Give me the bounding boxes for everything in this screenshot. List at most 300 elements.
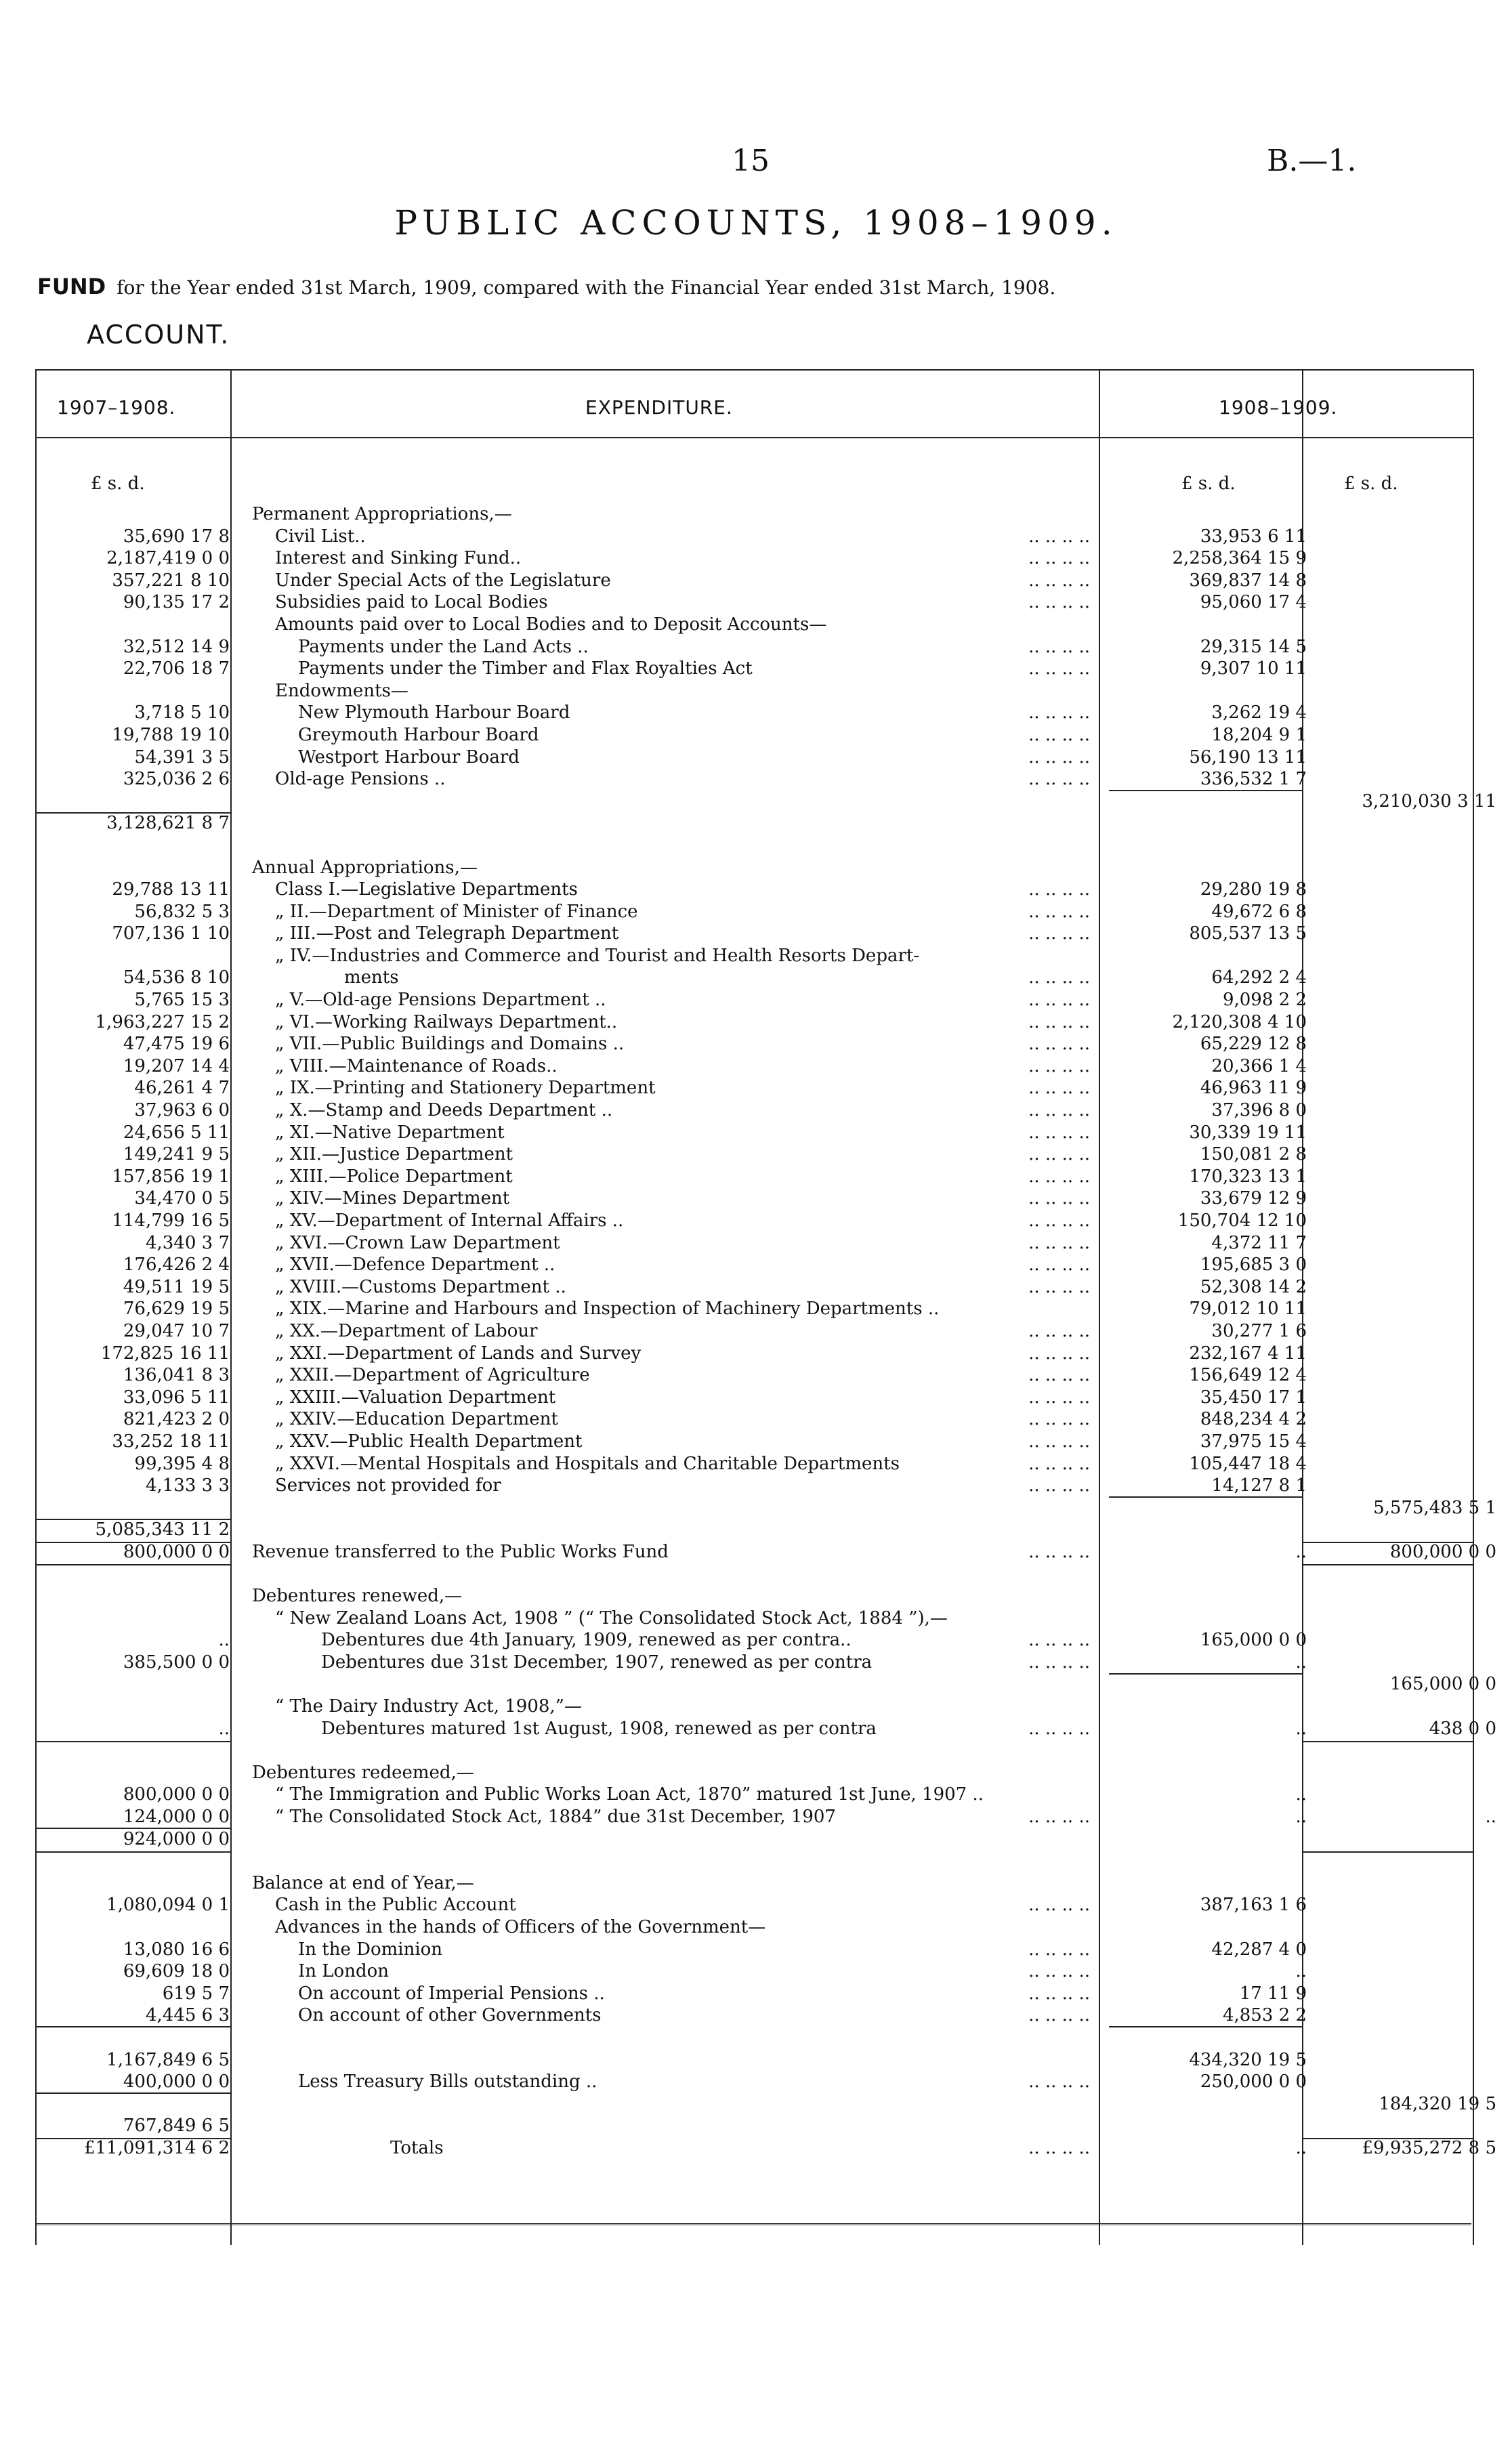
table-row (37, 1077, 1473, 1099)
leader-dots: .. .. .. .. (1028, 2071, 1090, 2092)
table-row (37, 1276, 1473, 1299)
table-row (37, 768, 1473, 791)
leader-dots: .. .. .. .. (1028, 1718, 1090, 1739)
expenditure-item: „ II.—Department of Minister of Finance (275, 901, 638, 922)
leader-dots: .. .. .. .. (1028, 592, 1090, 613)
page-number: 15 (732, 144, 770, 178)
amount-1907-1908: 619 5 7 (162, 1983, 230, 2004)
leader-dots: .. .. .. .. (1028, 1211, 1090, 1231)
leader-dots: .. .. .. .. (1028, 2005, 1090, 2026)
amount-1908-1909-detail: 49,672 6 8 (1211, 901, 1307, 922)
page-title: PUBLIC ACCOUNTS, 1908–1909. (394, 203, 1118, 243)
table-row (37, 967, 1473, 989)
leader-dots: .. .. .. .. (1028, 636, 1090, 657)
table-row (37, 680, 1473, 702)
amount-1908-1909-detail: 805,537 13 5 (1189, 923, 1307, 944)
amount-1907-1908: 149,241 9 5 (123, 1144, 230, 1165)
amount-1907-1908: 3,128,621 8 7 (106, 813, 230, 834)
table-row (37, 1872, 1473, 1895)
expenditure-item: „ XXII.—Department of Agriculture (275, 1365, 590, 1386)
table-row (37, 2004, 1473, 2027)
amount-1908-1909-detail: 232,167 4 11 (1189, 1343, 1307, 1364)
expenditure-item: „ III.—Post and Telegraph Department (275, 923, 619, 944)
leader-dots: .. .. .. .. (1028, 1122, 1090, 1143)
amount-1907-1908: 800,000 0 0 (123, 1784, 230, 1805)
amount-1908-1909-detail: 29,280 19 8 (1200, 879, 1307, 900)
expenditure-item: Debentures due 31st December, 1907, renewed as per contra (321, 1652, 873, 1673)
leader-dots: .. .. .. .. (1028, 1409, 1090, 1430)
leader-dots: .. .. .. .. (1028, 1055, 1090, 1076)
amount-1908-1909-detail: 4,853 2 2 (1222, 2005, 1307, 2026)
expenditure-item: Services not provided for (275, 1475, 501, 1496)
table-row (37, 1850, 1473, 1872)
amount-1908-1909-total: 184,320 19 5 (1379, 2093, 1496, 2114)
expenditure-item: „ XXIV.—Education Department (275, 1409, 558, 1430)
table-row (37, 1983, 1473, 2005)
leader-dots: .. .. .. .. (1028, 1939, 1090, 1960)
table-row (37, 591, 1473, 614)
leader-dots: .. .. .. .. (1028, 570, 1090, 591)
amount-1908-1909-detail: 848,234 4 2 (1200, 1409, 1307, 1430)
units-left: £ s. d. (91, 474, 145, 494)
expenditure-item: Annual Appropriations,— (252, 857, 478, 878)
table-row (37, 923, 1473, 945)
expenditure-item: Debentures redeemed,— (252, 1762, 474, 1783)
leader-dots: .. .. .. .. (1028, 1431, 1090, 1452)
amount-1908-1909-detail: 150,081 2 8 (1200, 1144, 1307, 1165)
table-row (37, 857, 1473, 879)
amount-1908-1909-detail: 195,685 3 0 (1200, 1255, 1307, 1276)
amount-1907-1908: 19,788 19 10 (112, 724, 230, 745)
amount-1907-1908: 47,475 19 6 (123, 1034, 230, 1055)
table-row (37, 835, 1473, 857)
table-row (37, 724, 1473, 746)
amount-1908-1909-detail: 9,307 10 11 (1200, 658, 1307, 679)
amount-1908-1909-detail: 95,060 17 4 (1200, 592, 1307, 613)
expenditure-item: Advances in the hands of Officers of the Government— (275, 1917, 766, 1937)
table-row (37, 1563, 1473, 1586)
expenditure-item: „ V.—Old-age Pensions Department .. (275, 990, 606, 1011)
leader-dots: .. .. .. .. (1028, 967, 1090, 988)
amount-1908-1909-total: 438 0 0 (1429, 1718, 1496, 1739)
table-row (37, 1055, 1473, 1078)
amount-1907-1908: 385,500 0 0 (123, 1652, 230, 1673)
table-row (37, 1431, 1473, 1453)
table-row (37, 1607, 1473, 1630)
header-1908-1909: 1908–1909. (1219, 396, 1338, 419)
amount-1908-1909-detail: 65,229 12 8 (1200, 1034, 1307, 1055)
amount-1908-1909-detail: .. (1295, 1541, 1307, 1562)
table-row (37, 2071, 1473, 2093)
expenditure-item: „ VI.—Working Railways Department.. (275, 1011, 618, 1032)
table-row (37, 570, 1473, 592)
leader-dots: .. .. .. .. (1028, 1961, 1090, 1982)
expenditure-item: New Plymouth Harbour Board (298, 702, 570, 723)
table-row (37, 1718, 1496, 1740)
units-mid: £ s. d. (1181, 474, 1236, 494)
amount-1908-1909-detail: 33,953 6 11 (1200, 526, 1307, 547)
expenditure-item: Under Special Acts of the Legislature (275, 570, 611, 591)
expenditure-item: Old-age Pensions .. (275, 769, 446, 790)
table-row (37, 1011, 1473, 1034)
expenditure-item: „ XVII.—Defence Department .. (275, 1255, 555, 1276)
amount-1908-1909-detail: 42,287 4 0 (1211, 1939, 1307, 1960)
amount-1907-1908: 176,426 2 4 (123, 1255, 230, 1276)
units-right: £ s. d. (1344, 474, 1398, 494)
amount-1907-1908: 924,000 0 0 (123, 1828, 230, 1849)
table-row (37, 1475, 1473, 1497)
amount-1907-1908: 1,167,849 6 5 (106, 2049, 230, 2070)
amount-1908-1909-detail: 79,012 10 11 (1189, 1299, 1307, 1320)
amount-1907-1908: 821,423 2 0 (123, 1409, 230, 1430)
amount-1907-1908: 157,856 19 1 (112, 1166, 230, 1187)
table-row (37, 1806, 1496, 1828)
table-row (37, 1519, 1473, 1541)
amount-1907-1908: £11,091,314 6 2 (83, 2137, 230, 2158)
expenditure-item: „ XXI.—Department of Lands and Survey (275, 1343, 642, 1364)
table-row (37, 1099, 1473, 1122)
expenditure-item: “ The Immigration and Public Works Loan Act, 1870” matured 1st June, 1907 .. (275, 1784, 984, 1805)
amount-1908-1909-detail: 4,372 11 7 (1211, 1232, 1307, 1253)
expenditure-item: On account of other Governments (298, 2005, 602, 2026)
leader-dots: .. .. .. .. (1028, 1011, 1090, 1032)
account-label: ACCOUNT. (87, 320, 230, 350)
amount-1907-1908: 5,085,343 11 2 (95, 1519, 230, 1540)
table-row (37, 658, 1473, 680)
header-1907-1908: 1907–1908. (57, 396, 176, 419)
amount-1908-1909-detail: 150,704 12 10 (1177, 1211, 1307, 1231)
amount-1908-1909-detail: .. (1295, 2137, 1307, 2158)
expenditure-item: Interest and Sinking Fund.. (275, 548, 522, 569)
amount-1907-1908: 172,825 16 11 (100, 1343, 230, 1364)
table-row (37, 901, 1473, 923)
expenditure-item: „ XIV.—Mines Department (275, 1188, 510, 1209)
leader-dots: .. .. .. .. (1028, 1983, 1090, 2004)
leader-dots: .. .. .. .. (1028, 1034, 1090, 1055)
table-row (37, 1033, 1473, 1055)
table-row (37, 1696, 1473, 1718)
amount-1908-1909-detail: 3,262 19 4 (1211, 702, 1307, 723)
leader-dots: .. .. .. .. (1028, 1100, 1090, 1121)
amount-1907-1908: 5,765 15 3 (134, 990, 230, 1011)
leader-dots: .. .. .. .. (1028, 1255, 1090, 1276)
amount-1907-1908: 2,187,419 0 0 (106, 548, 230, 569)
table-row (37, 2115, 1473, 2137)
amount-1908-1909-detail: 17 11 9 (1239, 1983, 1307, 2004)
fund-word: FUND (37, 274, 106, 299)
amount-1908-1909-total: 3,210,030 3 11 (1362, 791, 1496, 812)
table-row (37, 1408, 1473, 1431)
amount-1908-1909-total: 800,000 0 0 (1389, 1541, 1496, 1562)
leader-dots: .. .. .. .. (1028, 1541, 1090, 1562)
page-reference: B.—1. (1267, 144, 1357, 178)
expenditure-item: „ VIII.—Maintenance of Roads.. (275, 1055, 558, 1076)
amount-1908-1909-detail: 434,320 19 5 (1189, 2049, 1307, 2070)
expenditure-item: Amounts paid over to Local Bodies and to Deposit Accounts— (275, 614, 827, 635)
amount-1907-1908: 33,096 5 11 (123, 1387, 230, 1408)
leader-dots: .. .. .. .. (1028, 1475, 1090, 1496)
leader-dots: .. .. .. .. (1028, 702, 1090, 723)
table-row (37, 1497, 1496, 1519)
expenditure-item: Revenue transferred to the Public Works Fund (252, 1541, 669, 1562)
expenditure-item: Payments under the Land Acts .. (298, 636, 589, 657)
table-row (37, 1387, 1473, 1409)
expenditure-item: Cash in the Public Account (275, 1895, 516, 1916)
expenditure-item: Permanent Appropriations,— (252, 504, 512, 524)
amount-1907-1908: 54,536 8 10 (123, 967, 230, 988)
expenditure-item: „ X.—Stamp and Deeds Department .. (275, 1100, 613, 1121)
table-row (37, 1210, 1473, 1232)
amount-1908-1909-detail: 37,975 15 4 (1200, 1431, 1307, 1452)
amount-1907-1908: 707,136 1 10 (112, 923, 230, 944)
expenditure-item: „ IV.—Industries and Commerce and Tourist and Health Resorts Depart- (275, 945, 920, 966)
table-row (37, 526, 1473, 548)
table-row (37, 746, 1473, 769)
expenditure-item: „ XXVI.—Mental Hospitals and Hospitals and Charitable Departments (275, 1453, 900, 1474)
amount-1908-1909-total: 165,000 0 0 (1389, 1674, 1496, 1695)
amount-1907-1908: 3,718 5 10 (134, 702, 230, 723)
expenditure-item: „ XVIII.—Customs Department .. (275, 1276, 566, 1297)
amount-1907-1908: 400,000 0 0 (123, 2071, 230, 2092)
amount-1907-1908: 124,000 0 0 (123, 1807, 230, 1828)
amount-1907-1908: 32,512 14 9 (123, 636, 230, 657)
amount-1908-1909-detail: .. (1295, 1652, 1307, 1673)
amount-1908-1909-detail: 156,649 12 4 (1189, 1365, 1307, 1386)
amount-1908-1909-detail: 30,277 1 6 (1211, 1320, 1307, 1341)
amount-1908-1909-total: £9,935,272 8 5 (1362, 2137, 1496, 2158)
leader-dots: .. .. .. .. (1028, 1188, 1090, 1209)
leader-dots: .. .. .. .. (1028, 923, 1090, 944)
amount-1907-1908: 4,133 3 3 (145, 1475, 230, 1496)
table-row (37, 2049, 1473, 2071)
expenditure-item: „ XVI.—Crown Law Department (275, 1232, 560, 1253)
amount-1907-1908: 46,261 4 7 (134, 1078, 230, 1099)
table-row (37, 1740, 1473, 1762)
expenditure-item: „ XI.—Native Department (275, 1122, 505, 1143)
amount-1908-1909-detail: .. (1295, 1961, 1307, 1982)
table-row (37, 1343, 1473, 1365)
table-row (37, 547, 1473, 570)
table-row (37, 1960, 1473, 1983)
leader-dots: .. .. .. .. (1028, 746, 1090, 767)
amount-1908-1909-total: .. (1485, 1807, 1496, 1828)
amount-1907-1908: 99,395 4 8 (134, 1453, 230, 1474)
leader-dots: .. .. .. .. (1028, 1895, 1090, 1916)
amount-1908-1909-detail: 18,204 9 1 (1211, 724, 1307, 745)
amount-1908-1909-detail: .. (1295, 1807, 1307, 1828)
expenditure-item: Debentures renewed,— (252, 1586, 463, 1607)
expenditure-item: Payments under the Timber and Flax Royalties Act (298, 658, 753, 679)
table-row (37, 2137, 1496, 2160)
amount-1907-1908: 4,340 3 7 (145, 1232, 230, 1253)
leader-dots: .. .. .. .. (1028, 990, 1090, 1011)
amount-1908-1909-detail: 29,315 14 5 (1200, 636, 1307, 657)
table-row (37, 1298, 1473, 1320)
expenditure-item: “ The Consolidated Stock Act, 1884” due 31st December, 1907 (275, 1807, 836, 1828)
expenditure-item: „ XV.—Department of Internal Affairs .. (275, 1211, 624, 1231)
leader-dots: .. .. .. .. (1028, 658, 1090, 679)
table-row (37, 702, 1473, 724)
amount-1908-1909-detail: 165,000 0 0 (1200, 1630, 1307, 1651)
amount-1907-1908: .. (218, 1630, 230, 1651)
amount-1907-1908: 90,135 17 2 (123, 592, 230, 613)
amount-1908-1909-total: 5,575,483 5 1 (1373, 1497, 1496, 1518)
leader-dots: .. .. .. .. (1028, 1453, 1090, 1474)
amount-1907-1908: 37,963 6 0 (134, 1100, 230, 1121)
table-row (37, 791, 1496, 813)
leader-dots: .. .. .. .. (1028, 1387, 1090, 1408)
expenditure-item: Totals (390, 2137, 444, 2158)
amount-1907-1908: 136,041 8 3 (123, 1365, 230, 1386)
leader-dots: .. .. .. .. (1028, 901, 1090, 922)
expenditure-item: „ XX.—Department of Labour (275, 1320, 538, 1341)
table-row (37, 989, 1473, 1011)
table-row (37, 1762, 1473, 1784)
amount-1907-1908: 357,221 8 10 (112, 570, 230, 591)
amount-1907-1908: 1,963,227 15 2 (95, 1011, 230, 1032)
amount-1908-1909-detail: 37,396 8 0 (1211, 1100, 1307, 1121)
leader-dots: .. .. .. .. (1028, 548, 1090, 569)
table-row (37, 1254, 1473, 1276)
amount-1908-1909-detail: 20,366 1 4 (1211, 1055, 1307, 1076)
table-row (37, 1232, 1473, 1255)
amount-1907-1908: 35,690 17 8 (123, 526, 230, 547)
table-row (37, 1828, 1473, 1851)
amount-1908-1909-detail: 46,963 11 9 (1200, 1078, 1307, 1099)
expenditure-item: „ XIII.—Police Department (275, 1166, 513, 1187)
expenditure-item: „ IX.—Printing and Stationery Department (275, 1078, 656, 1099)
amount-1907-1908: 4,445 6 3 (145, 2005, 230, 2026)
leader-dots: .. .. .. .. (1028, 1232, 1090, 1253)
table-row (37, 879, 1473, 901)
amount-1907-1908: 22,706 18 7 (123, 658, 230, 679)
expenditure-item: „ VII.—Public Buildings and Domains .. (275, 1034, 625, 1055)
leader-dots: .. .. .. .. (1028, 724, 1090, 745)
expenditure-item: Debentures due 4th January, 1909, renewed as per contra.. (321, 1630, 852, 1651)
leader-dots: .. .. .. .. (1028, 1320, 1090, 1341)
amount-1908-1909-detail: 30,339 19 11 (1189, 1122, 1307, 1143)
leader-dots: .. .. .. .. (1028, 1276, 1090, 1297)
amount-1907-1908: 54,391 3 5 (134, 746, 230, 767)
table-row (37, 1143, 1473, 1166)
amount-1907-1908: 33,252 18 11 (112, 1431, 230, 1452)
amount-1907-1908: 13,080 16 6 (123, 1939, 230, 1960)
leader-dots: .. .. .. .. (1028, 769, 1090, 790)
table-row (37, 636, 1473, 658)
table-row (37, 1166, 1473, 1188)
amount-1908-1909-detail: .. (1295, 1718, 1307, 1739)
expenditure-item: Debentures matured 1st August, 1908, renewed as per contra (321, 1718, 877, 1739)
amount-1907-1908: 1,080,094 0 1 (106, 1895, 230, 1916)
expenditure-item: In London (298, 1961, 389, 1982)
table-row (37, 2027, 1473, 2049)
table-row (37, 1541, 1496, 1563)
amount-1908-1909-detail: 336,532 1 7 (1200, 769, 1307, 790)
amount-1907-1908: 56,832 5 3 (134, 901, 230, 922)
amount-1908-1909-detail: 369,837 14 8 (1189, 570, 1307, 591)
leader-dots: .. .. .. .. (1028, 1078, 1090, 1099)
amount-1908-1909-detail: .. (1295, 1784, 1307, 1805)
table-row (37, 1187, 1473, 1210)
amount-1907-1908: 49,511 19 5 (123, 1276, 230, 1297)
table-row (37, 2093, 1496, 2116)
amount-1908-1909-detail: 387,163 1 6 (1200, 1895, 1307, 1916)
expenditure-item: “ The Dairy Industry Act, 1908,”— (275, 1696, 582, 1717)
amount-1908-1909-detail: 56,190 13 11 (1189, 746, 1307, 767)
table-row (37, 1916, 1473, 1939)
table-row (37, 1320, 1473, 1343)
expenditure-item: „ XXIII.—Valuation Department (275, 1387, 556, 1408)
amount-1908-1909-detail: 35,450 17 1 (1200, 1387, 1307, 1408)
table-row (37, 1364, 1473, 1387)
amount-1907-1908: 325,036 2 6 (123, 769, 230, 790)
leader-dots: .. .. .. .. (1028, 1807, 1090, 1828)
leader-dots: .. .. .. .. (1028, 1652, 1090, 1673)
table-row (37, 812, 1473, 835)
amount-1907-1908: 34,470 0 5 (134, 1188, 230, 1209)
table-row (37, 1894, 1473, 1916)
expenditure-item: Subsidies paid to Local Bodies (275, 592, 548, 613)
amount-1907-1908: 114,799 16 5 (112, 1211, 230, 1231)
fund-heading (37, 274, 1055, 299)
table-body (37, 503, 1496, 2160)
amount-1908-1909-detail: 9,098 2 2 (1222, 990, 1307, 1011)
expenditure-item: Less Treasury Bills outstanding .. (298, 2071, 597, 2092)
amount-1908-1909-detail: 105,447 18 4 (1189, 1453, 1307, 1474)
table-row (37, 1652, 1473, 1674)
fund-description: for the Year ended 31st March, 1909, compared with the Financial Year ended 31st March, 1908. (117, 276, 1056, 299)
expenditure-item: Endowments— (275, 680, 408, 701)
amount-1908-1909-detail: 2,120,308 4 10 (1172, 1011, 1307, 1032)
leader-dots: .. .. .. .. (1028, 1365, 1090, 1386)
table-row (37, 1939, 1473, 1961)
table-row (37, 1453, 1473, 1475)
leader-dots: .. .. .. .. (1028, 1630, 1090, 1651)
amount-1907-1908: 29,047 10 7 (123, 1320, 230, 1341)
amount-1907-1908: 767,849 6 5 (123, 2116, 230, 2137)
amount-1908-1909-detail: 14,127 8 1 (1211, 1475, 1307, 1496)
amount-1907-1908: 76,629 19 5 (123, 1299, 230, 1320)
amount-1908-1909-detail: 2,258,364 15 9 (1172, 548, 1307, 569)
leader-dots: .. .. .. .. (1028, 1166, 1090, 1187)
amount-1908-1909-detail: 170,323 13 1 (1189, 1166, 1307, 1187)
expenditure-item: „ XII.—Justice Department (275, 1144, 513, 1165)
amount-1908-1909-detail: 52,308 14 2 (1200, 1276, 1307, 1297)
amount-1908-1909-detail: 33,679 12 9 (1200, 1188, 1307, 1209)
expenditure-item: Westport Harbour Board (298, 746, 520, 767)
table-row (37, 1585, 1473, 1607)
leader-dots: .. .. .. .. (1028, 879, 1090, 900)
leader-dots: .. .. .. .. (1028, 2137, 1090, 2158)
expenditure-item: Class I.—Legislative Departments (275, 879, 578, 900)
table-row (37, 1122, 1473, 1144)
leader-dots: .. .. .. .. (1028, 1144, 1090, 1165)
amount-1907-1908: .. (218, 1718, 230, 1739)
expenditure-item: ments (344, 967, 399, 988)
amount-1907-1908: 800,000 0 0 (123, 1541, 230, 1562)
table-row (37, 1673, 1496, 1696)
expenditure-item: Civil List.. (275, 526, 366, 547)
expenditure-item: In the Dominion (298, 1939, 443, 1960)
expenditure-item: „ XIX.—Marine and Harbours and Inspection of Machinery Departments .. (275, 1299, 940, 1320)
expenditure-item: Greymouth Harbour Board (298, 724, 539, 745)
expenditure-item: “ New Zealand Loans Act, 1908 ” (“ The Consolidated Stock Act, 1884 ”),— (275, 1607, 948, 1628)
amount-1907-1908: 19,207 14 4 (123, 1055, 230, 1076)
header-expenditure: EXPENDITURE. (585, 396, 733, 419)
amount-1907-1908: 29,788 13 11 (112, 879, 230, 900)
expenditure-item: „ XXV.—Public Health Department (275, 1431, 583, 1452)
amount-1908-1909-detail: 250,000 0 0 (1200, 2071, 1307, 2092)
